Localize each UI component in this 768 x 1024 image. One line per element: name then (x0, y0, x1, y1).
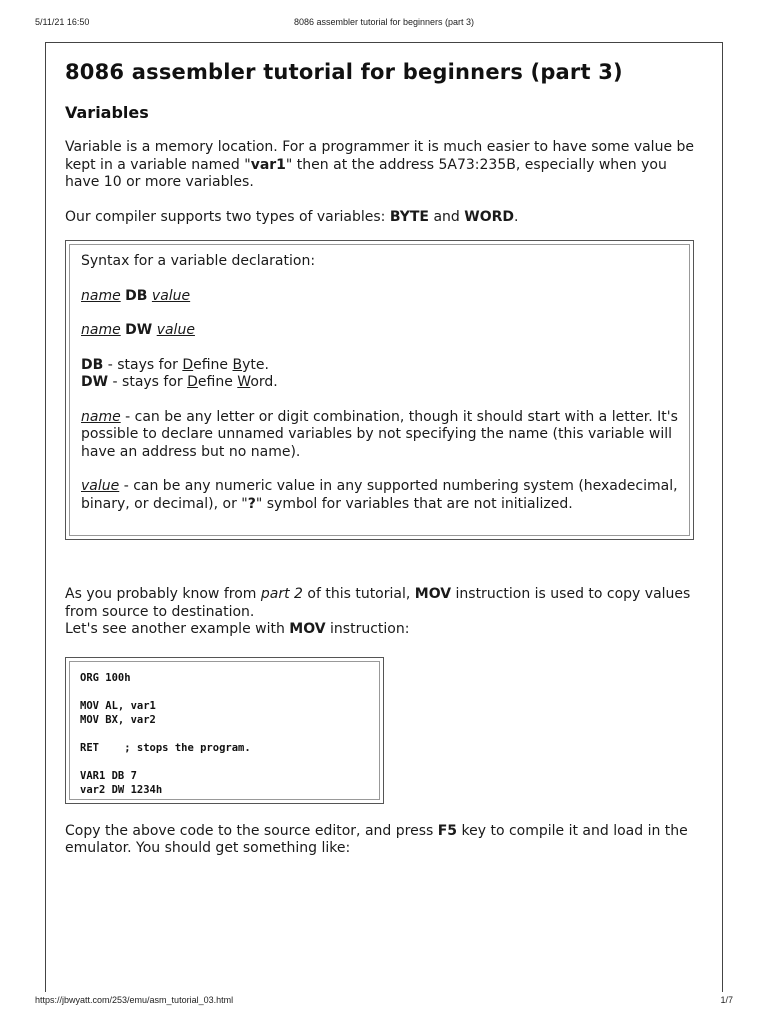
db-definition: DB - stays for Define Byte. (81, 356, 269, 373)
code-line: MOV AL, var1 (80, 699, 156, 712)
syntax-box (65, 240, 694, 540)
code-listing (69, 661, 380, 800)
word-keyword: WORD (464, 208, 514, 225)
syntax-dw-line: name DW value (81, 322, 195, 338)
intro-paragraph: Variable is a memory location. For a programmer it is much easier to have some value be kept in a variable named "var1" then at the address 5A73:235B, especially when you have 10 or more variables. (65, 139, 695, 190)
article (65, 60, 705, 858)
var1-keyword: var1 (250, 156, 286, 173)
syntax-intro: Syntax for a variable declaration: (81, 253, 316, 269)
mov-paragraph: As you probably know from part 2 of this tutorial, MOV instruction is used to copy values from source to destination. Let's see another example with MOV instruction: (65, 586, 691, 637)
print-doc-title: 8086 assembler tutorial for beginners (part 3) (293, 17, 475, 27)
page-title: 8086 assembler tutorial for beginners (part 3) (65, 60, 623, 84)
code-example-box (65, 657, 384, 804)
name-definition: name - can be any letter or digit combination, though it should start with a letter. It's possible to declare unnamed variables by not specifying the name (this variable will have an address but no name). (81, 408, 678, 460)
types-paragraph: Our compiler supports two types of variables: BYTE and WORD. (65, 208, 519, 225)
section-heading-variables: Variables (65, 103, 149, 122)
compile-paragraph: Copy the above code to the source editor, and press F5 key to compile it and load in the emulator. You should get something like: (65, 822, 688, 856)
byte-keyword: BYTE (389, 208, 429, 225)
code-line (80, 685, 369, 699)
code-line: RET ; stops the program. (80, 741, 251, 754)
code-line: ORG 100h (80, 671, 131, 684)
syntax-db-line: name DB value (81, 287, 191, 304)
page-url: https://jbwyatt.com/253/emu/asm_tutorial_03.html (35, 995, 234, 1005)
part2-reference: part 2 (260, 586, 303, 602)
code-line: MOV BX, var2 (80, 713, 156, 726)
value-definition: value - can be any numeric value in any supported numbering system (hexadecimal, binary, or decimal), or "?" symbol for variables that are not initialized. (81, 478, 678, 512)
print-datetime: 5/11/21 16:50 (35, 17, 90, 27)
code-line (80, 727, 369, 741)
code-line (80, 755, 369, 769)
page-number: 1/7 (720, 995, 733, 1005)
code-line: var2 DW 1234h (80, 783, 163, 796)
code-line: VAR1 DB 7 (80, 769, 137, 782)
f5-key: F5 (437, 822, 458, 839)
dw-definition: DW - stays for Define Word. (81, 374, 278, 390)
